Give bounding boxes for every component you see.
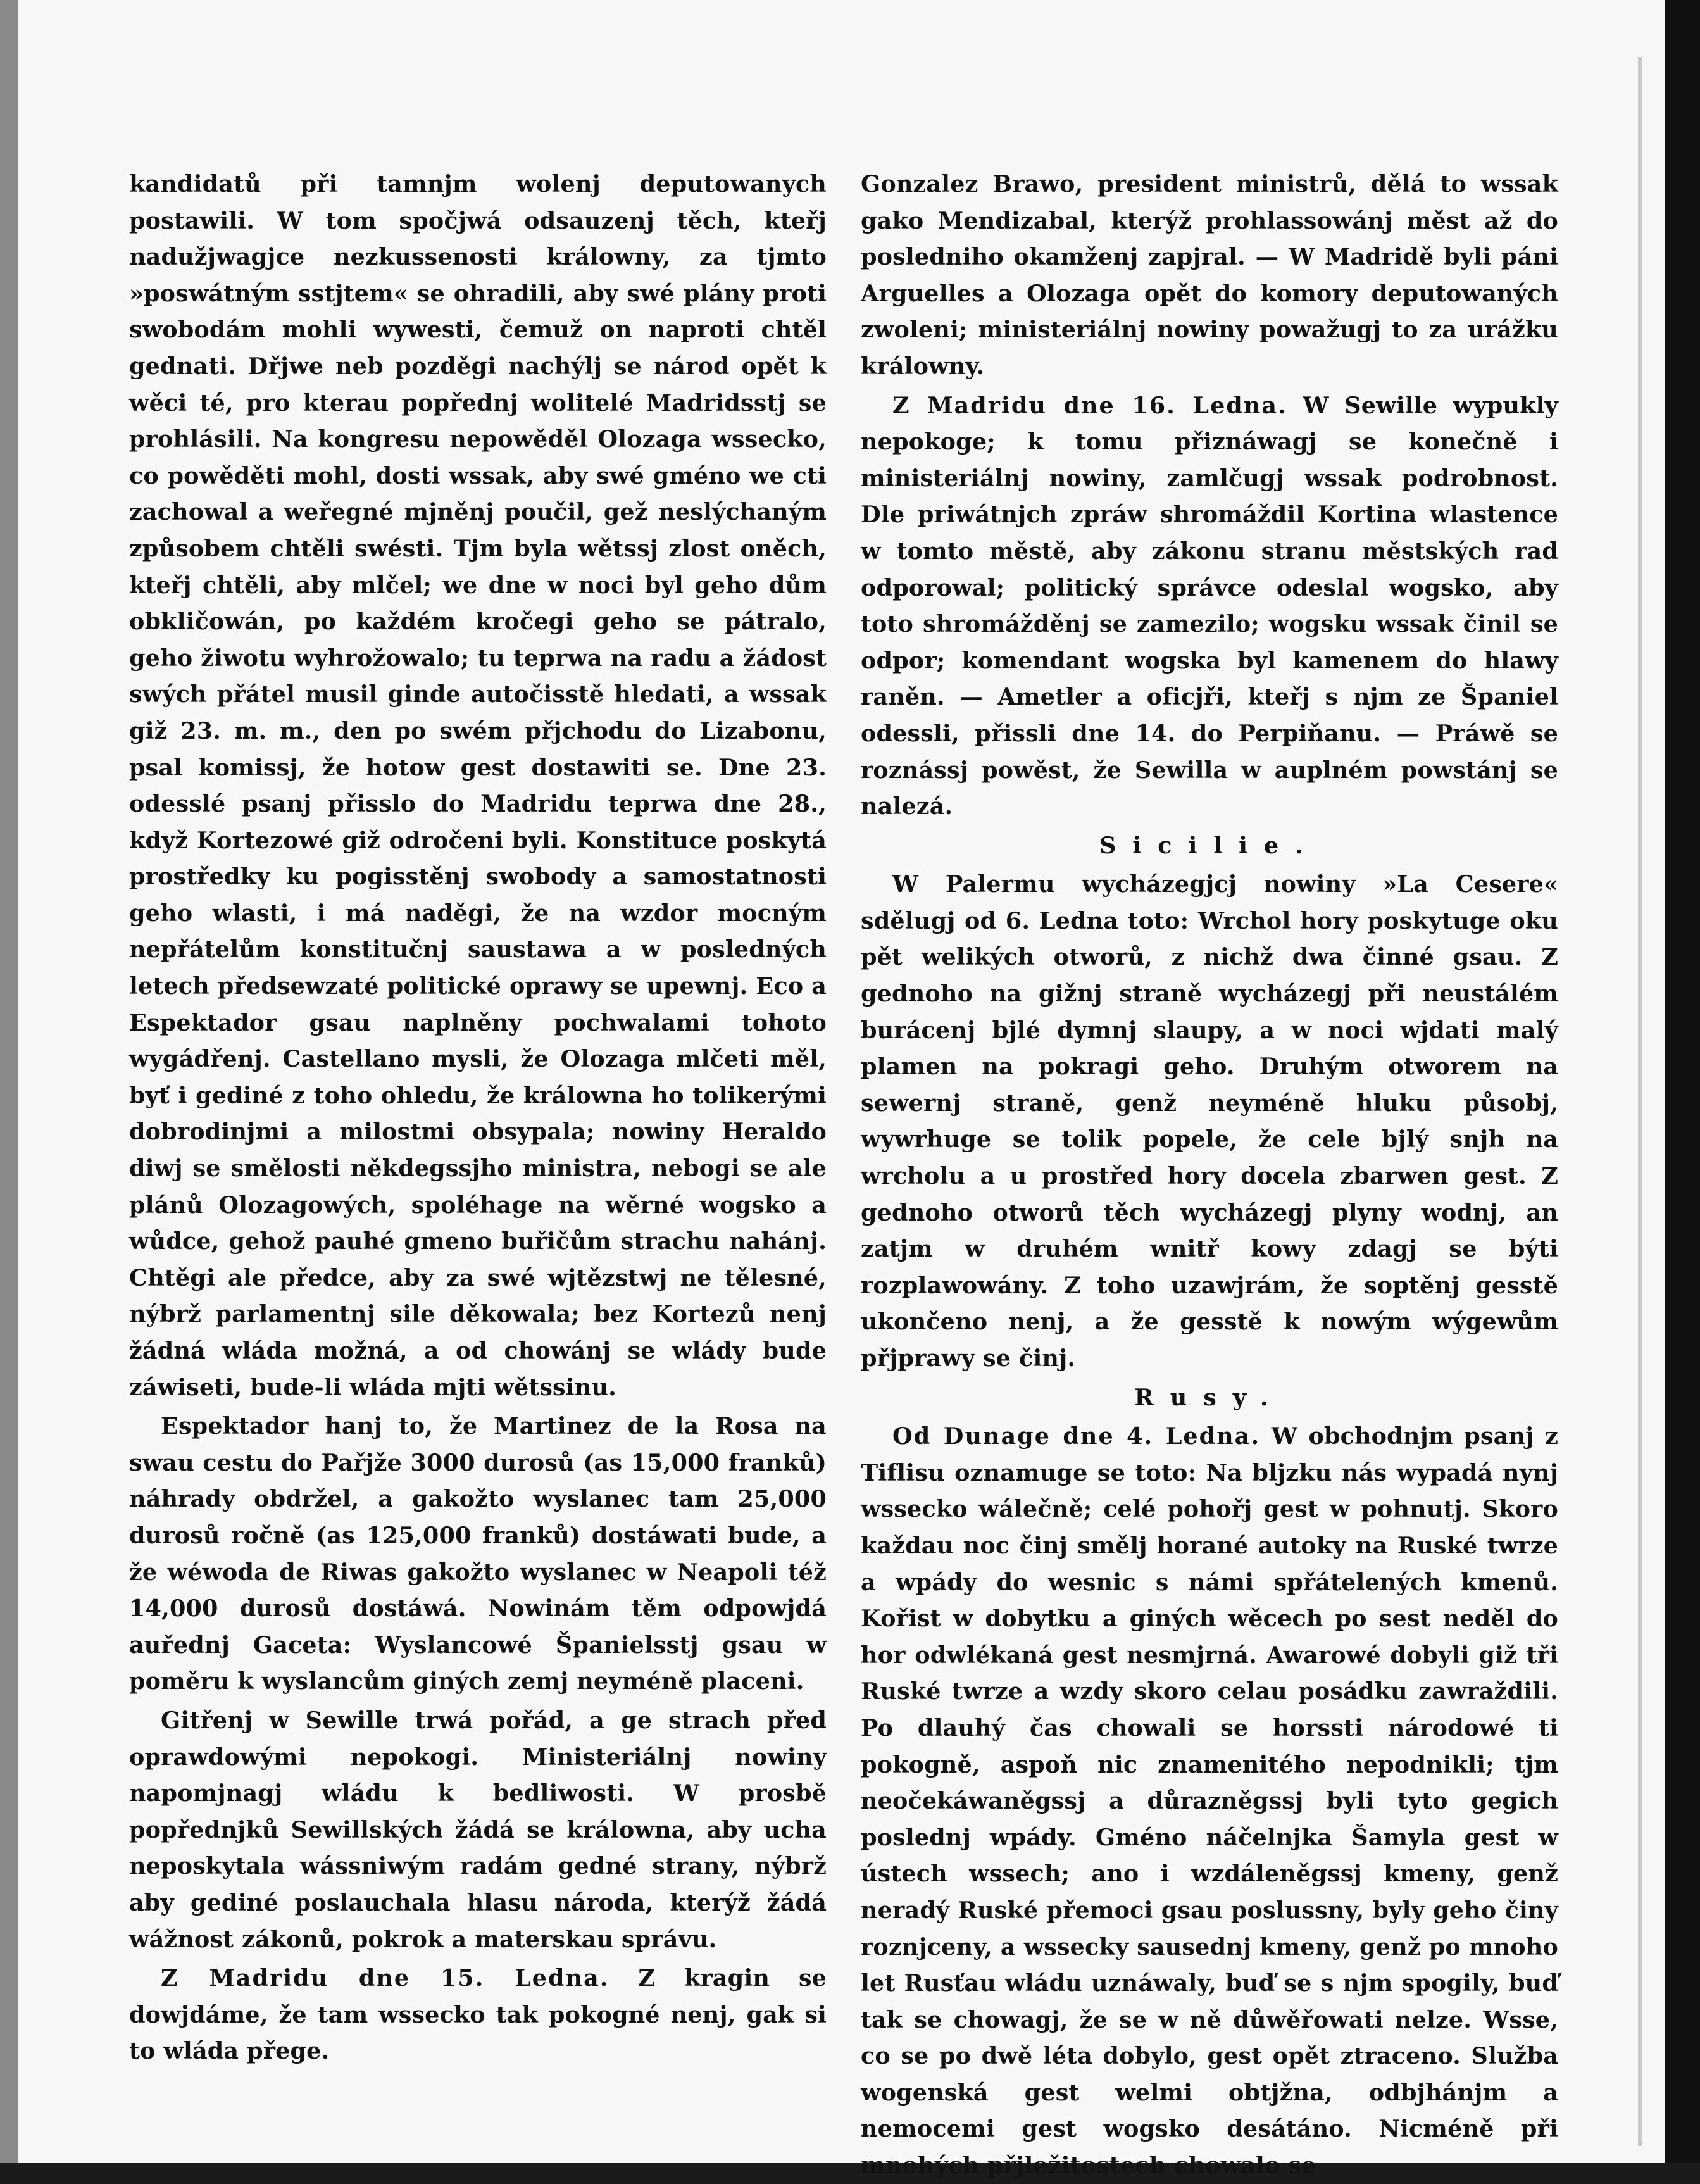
left-paragraph-4-text: Z kragin se dowjdáme, že tam wssecko tak pokogné nenj, gak si to wláda přege. <box>129 1964 827 2065</box>
left-paragraph-1: kandidatů při tamnjm wolenj deputowanych postawili. W tom spočjwá odsauzenj těch, kteřj nadužjwagjce nezkussenosti králowny, za tjmto »poswátným sstjtem« se ohradili, aby swé plány proti swobodám mohli wywesti, čemuž on naproti chtěl gednati. Dřjwe neb pozděgi nachýlj se národ opět k wěci té, pro kterau popřednj wolitelé Madridsstj se prohlásili. Na kongresu nepowěděl Olozaga wssecko, co powěděti mohl, dosti wssak, aby swé gméno we cti zachowal a weřegné mjněnj poučil, gež neslýchaným způsobem chtěli swésti. Tjm byla wětssj zlost oněch, kteřj chtěli, aby mlčel; we dne w noci byl geho dům obkličowán, po každém kročegi geho se pátralo, geho žiwotu wyhrožowalo; tu teprwa na radu a žádost swých přátel musil ginde autočisstě hledati, a wssak giž 23. m. m., den po swém přjchodu do Lizabonu, psal komissj, že hotow gest dostawiti se. Dne 23. odesslé psanj přisslo do Madridu teprwa dne 28., když Kortezowé giž odročeni byli. Konstituce poskytá prostředky ku pogisstěnj swobody a samostatnosti geho wlasti, i má naděgi, že na wzdor mocným nepřátelům konstitučnj saustawa a w posledných letech předsewzaté politické oprawy se upewnj. Eco a Espektador gsau naplněny pochwalami tohoto wygádřenj. Castellano mysli, že Olozaga mlčeti měl, byť i gediné z toho ohledu, že králowna ho tolikerými dobrodinjmi a milostmi obsypala; nowiny Heraldo diwj se smělosti někdegssjho ministra, nebogi se ale plánů Olozagowých, spoléhage na wěrné wogsko a wůdce, gehož pauhé gmeno buřičům strachu nahánj. Chtěgi ale předce, aby za swé wjtězstwj ne tělesné, nýbrž parlamentnj sile děkowala; bez Kortezů nenj žádná wláda možná, a od chowánj se wlády bude záwiseti, bude-li wláda mjti wětssinu. <box>129 170 827 1401</box>
right-column <box>861 166 1558 2184</box>
scan-left-edge <box>0 0 18 2163</box>
right-dateline-madrid-16: Z Madridu dne 16. Ledna. <box>892 391 1287 419</box>
right-paragraph-2 <box>861 387 1558 825</box>
left-dateline-madrid-15: Z Madridu dne 15. Ledna. <box>161 1964 609 1992</box>
left-paragraph-4 <box>129 1960 827 2069</box>
page-edge-shadow <box>1638 57 1642 2146</box>
right-paragraph-2-text: W Sewille wypukly nepokoge; k tomu přiznáwagj se konečně i ministeriálnj nowiny, zamlčugj wssak podrobnost. Dle priwátnjch zpráw shromáždil Kortina wlastence w tomto městě, aby zákonu stranu městských rad odporowal; politický správce odeslal wogsko, aby toto shromážděnj se zamezilo; wogsku wssak činil se odpor; komendant wogska byl kamenem do hlawy raněn. — Ametler a oficjři, kteřj s njm ze Španiel odessli, přissli dne 14. do Perpiňanu. — Práwě se roznássj powěst, že Sewilla w auplném powstánj se nalezá. <box>861 391 1558 820</box>
right-dateline-dunage: Od Dunage dne 4. Ledna. <box>892 1422 1261 1450</box>
section-heading-sicilie: Sicilie. <box>1099 831 1320 859</box>
right-paragraph-1: Gonzalez Brawo, president ministrů, dělá to wssak gako Mendizabal, kterýž prohlassowánj měst až do posledniho okamženj zapjral. — W Madridě byli páni Arguelles a Olozaga opět do komory deputowaných zwoleni; ministeriálnj nowiny powažugj to za urážku králowny. <box>861 170 1558 380</box>
left-paragraph-3: Gitřenj w Sewille trwá pořád, a ge strach před oprawdowými nepokogi. Ministeriálnj nowiny napomjnagj wládu k bedliwosti. W prosbě popřednjků Sewillských žádá se králowna, aby ucha neposkytala wássniwým radám gedné strany, nýbrž aby gediné poslauchala hlasu národa, kterýž žádá wážnost zákonů, pokrok a materskau správu. <box>129 1706 827 1953</box>
section-heading-rusy: Rusy. <box>1134 1383 1285 1411</box>
right-paragraph-4 <box>861 1418 1558 2183</box>
right-paragraph-4-text: W obchodnjm psanj z Tiflisu oznamuge se toto: Na bljzku nás wypadá nynj wssecko wálečně; celé pohořj gest w pohnutj. Skoro každau noc činj smělj horané autoky na Ruské twrze a wpády do wesnic s námi spřátelených kmenů. Kořist w dobytku a giných wěcech po sest neděl do hor odwlékaná gest nesmjrná. Awarowé dobyli giž tři Ruské twrze a wzdy skoro celau posádku zawraždili. Po dlauhý čas chowali se horssti národowé ti pokogně, aspoň nic znamenitého nepodnikli; tjm neočekáwaněgssj a důrazněgssj byli tyto gegich poslednj wpády. Gméno náčelnjka Šamyla gest w ústech wssech; ano i wzdáleněgssj kmeny, genž neradý Ruské přemoci gsau poslussny, byly geho činy roznjceny, a wssecky sausednj kmeny, genž po mnoho let Rusťau wládu uznáwaly, buď se s njm spogily, buď tak se chowagj, že se w ně důwěřowati nelze. Wsse, co se po dwě léta dobylo, gest opět ztraceno. Služba wogenská gest welmi obtjžna, odbjhánjm a nemocemi gest wogsko desátáno. Nicméně při mnohých přjležitostech chowalo se <box>861 1422 1559 2180</box>
right-paragraph-3: W Palermu wycházegjcj nowiny »La Cesere« sdělugj od 6. Ledna toto: Wrchol hory poskytuge oku pět welikých otworů, z nichž dwa činné gsau. Z gednoho na gižnj straně wycházegj při neustálém burácenj bjlé dymnj slaupy, a w noci wjdati malý plamen na pokragi geho. Druhým otworem na sewernj straně, genž neyméně hluku působj, wywrhuge se tolik popele, že cele bjlý snjh na wrcholu a u prostřed hory docela zbarwen gest. Z gednoho otworů těch wycházegj plyny wodnj, an zatjm w druhém wnitř kowy zdagj se býti rozplawowány. Z toho uzawjrám, že soptěnj gesstě ukončeno nenj, a že gesstě k nowým wýgewům přjprawy se činj. <box>861 870 1558 1372</box>
scan-right-border <box>1665 0 1700 2163</box>
left-column <box>129 166 827 2069</box>
left-paragraph-2: Espektador hanj to, že Martinez de la Rosa na swau cestu do Pařjže 3000 durosů (as 15,000 franků) náhrady obdržel, a gakožto wyslanec tam 25,000 durosů ročně (as 125,000 franků) dostáwati bude, a že wéwoda de Riwas gakožto wyslanec w Neapoli též 14,000 durosů dostáwá. Nowinám těm odpowjdá auřednj Gaceta: Wyslancowé Španielsstj gsau w poměru k wyslancům giných zemj neyméně placeni. <box>129 1412 827 1695</box>
